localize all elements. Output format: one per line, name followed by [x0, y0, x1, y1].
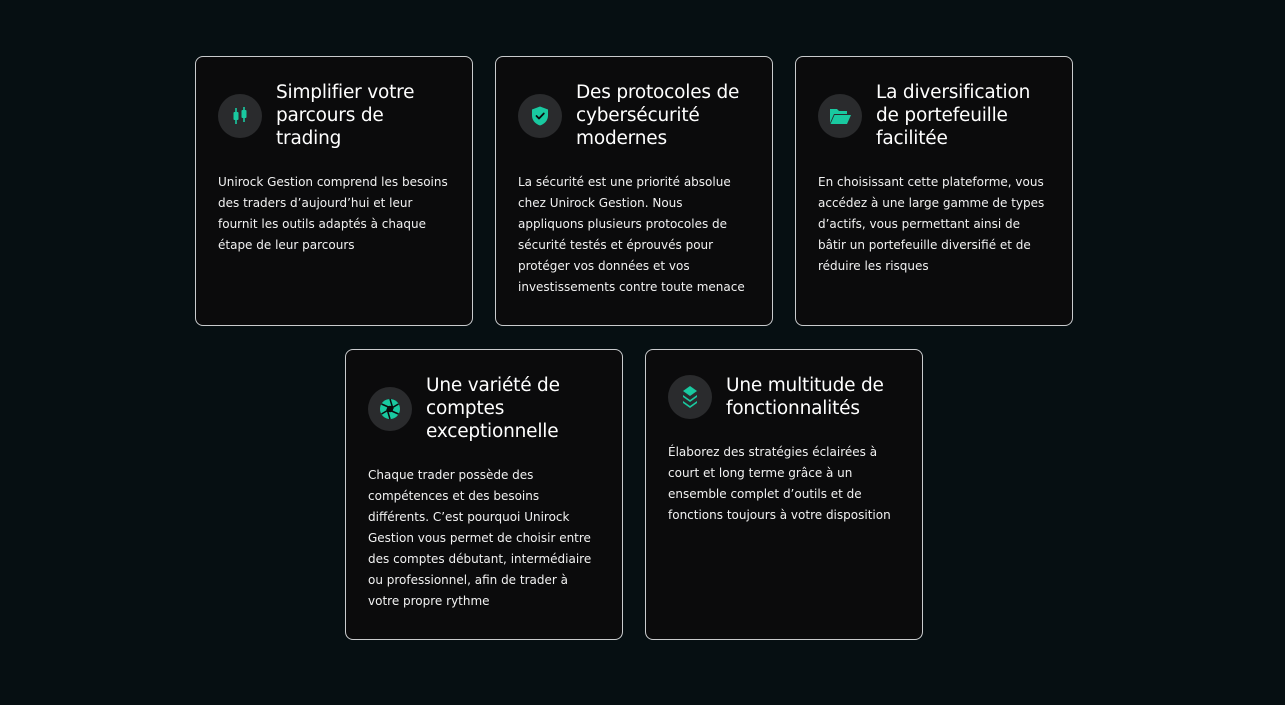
feature-card-header: [368, 374, 600, 443]
feature-card-header: [668, 374, 900, 420]
feature-card-header: [818, 81, 1050, 150]
feature-title: Des protocoles de cybersécurité modernes: [576, 82, 740, 149]
feature-card-header: [518, 81, 750, 150]
feature-description: Élaborez des stratégies éclairées à court et long terme grâce à un ensemble complet d’outils et de fonctions toujours à votre disposition: [668, 445, 891, 522]
feature-title: Une variété de comptes exceptionnelle: [426, 375, 560, 442]
shield-check-icon: [518, 94, 562, 138]
feature-title: Simplifier votre parcours de trading: [276, 82, 415, 149]
candlestick-chart-icon: [218, 94, 262, 138]
feature-title: La diversification de portefeuille facilitée: [876, 82, 1031, 149]
feature-card-trading: [195, 56, 473, 326]
feature-description: La sécurité est une priorité absolue chez Unirock Gestion. Nous appliquons plusieurs protocoles de sécurité testés et éprouvés pour protéger vos données et vos investissements contre toute menace: [518, 175, 745, 294]
feature-title: Une multitude de fonctionnalités: [726, 375, 884, 419]
feature-card-cybersecurity: [495, 56, 773, 326]
feature-description: Unirock Gestion comprend les besoins des traders d’aujourd’hui et leur fournit les outils adaptés à chaque étape de leur parcours: [218, 175, 448, 252]
layers-icon: [668, 375, 712, 419]
feature-card-diversification: [795, 56, 1073, 326]
feature-card-accounts: [345, 349, 623, 640]
open-folder-icon: [818, 94, 862, 138]
feature-card-header: [218, 81, 450, 150]
feature-description: En choisissant cette plateforme, vous accédez à une large gamme de types d’actifs, vous permettant ainsi de bâtir un portefeuille diversifié et de réduire les risques: [818, 175, 1045, 273]
feature-description: Chaque trader possède des compétences et des besoins différents. C’est pourquoi Unirock Gestion vous permet de choisir entre des comptes débutant, intermédiaire ou professionnel, afin de trader à votre propre rythme: [368, 468, 592, 608]
feature-card-functionalities: [645, 349, 923, 640]
aperture-icon: [368, 387, 412, 431]
